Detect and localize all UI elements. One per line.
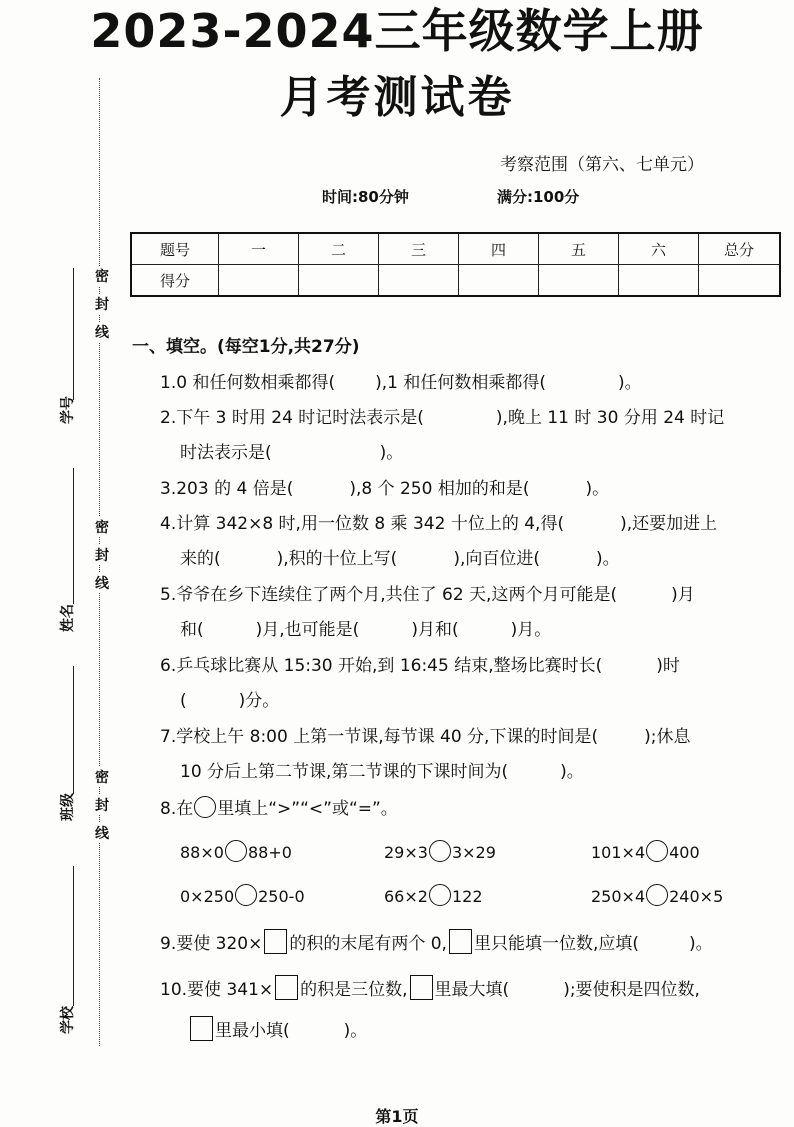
q6-text-d: )分。 <box>238 691 280 711</box>
question-4-line-2 <box>180 544 620 569</box>
title-line-2: 月考测试卷 <box>279 72 515 123</box>
compare-circle[interactable] <box>646 884 668 906</box>
compare-item <box>384 840 496 862</box>
score-cell[interactable] <box>699 265 781 297</box>
score-table <box>130 232 781 297</box>
name-label: 姓名 <box>60 604 76 632</box>
circle-symbol <box>194 796 216 818</box>
q9-text-c: 里只能填一位数,应填( <box>473 934 639 954</box>
q1-text-a: 1.0 和任何数相乘都得( <box>160 373 336 393</box>
compare-item <box>591 840 700 862</box>
binding-char-xian: 线 <box>95 823 109 843</box>
q7-text-a: 7.学校上午 8:00 上第一节课,每节课 40 分,下课的时间是( <box>160 727 599 747</box>
question-9 <box>160 929 713 954</box>
q6-text-b: )时 <box>656 656 680 676</box>
title-line-1: 2023-2024三年级数学上册 <box>90 4 704 58</box>
q7-text-c: 10 分后上第二节课,第二节课的下课时间为( <box>180 762 509 782</box>
compare-left: 101×4 <box>591 843 646 862</box>
question-5-line-2 <box>180 615 551 640</box>
q10-text-c: 里最大填( <box>434 980 510 1000</box>
question-6 <box>160 651 680 676</box>
student-id-field-line[interactable] <box>73 268 74 400</box>
q3-text-c: )。 <box>585 479 610 499</box>
question-2 <box>160 403 724 428</box>
score-table-header: 题号 <box>131 233 219 265</box>
q7-text-b: );休息 <box>644 727 691 747</box>
answer-box[interactable] <box>410 975 433 1000</box>
student-id-label: 学号 <box>60 396 76 424</box>
q4-text-a: 4.计算 342×8 时,用一位数 8 乘 342 十位上的 4,得( <box>160 514 565 534</box>
binding-char-mi: 密 <box>95 266 109 286</box>
compare-circle[interactable] <box>235 884 257 906</box>
compare-right: 122 <box>451 887 483 906</box>
q4-text-f: )。 <box>595 549 620 569</box>
score-table-header-row <box>131 233 780 265</box>
score-table-header: 四 <box>459 233 539 265</box>
question-7 <box>160 722 690 747</box>
q2-text-d: )。 <box>379 443 404 463</box>
score-table-header: 二 <box>299 233 379 265</box>
exam-scope: 考察范围（第六、七单元） <box>500 155 704 175</box>
q8-text-a: 8.在 <box>160 799 194 819</box>
score-cell[interactable] <box>299 265 379 297</box>
compare-right: 400 <box>669 843 700 862</box>
question-8 <box>160 794 398 819</box>
score-table-score-row <box>131 265 780 297</box>
q4-text-d: ),积的十位上写( <box>276 549 398 569</box>
q1-text-b: ),1 和任何数相乘都得( <box>375 373 546 393</box>
class-label: 班级 <box>60 793 76 821</box>
page-number: 第1页 <box>375 1107 419 1126</box>
question-10-line-2 <box>188 1016 367 1041</box>
binding-char-xian: 线 <box>95 573 109 593</box>
school-label: 学校 <box>60 1006 76 1034</box>
question-10 <box>160 975 700 1000</box>
compare-circle[interactable] <box>429 884 451 906</box>
question-6-line-2 <box>180 686 279 711</box>
compare-right: 3×29 <box>451 843 496 862</box>
score-row-label: 得分 <box>131 265 219 297</box>
compare-left: 88×0 <box>180 843 224 862</box>
q5-text-d: )月,也可能是( <box>255 620 360 640</box>
full-score: 满分:100分 <box>497 188 580 206</box>
score-cell[interactable] <box>379 265 459 297</box>
compare-item <box>180 884 305 906</box>
q2-text-a: 2.下午 3 时用 24 时记时法表示是( <box>160 408 424 428</box>
q10-text-e: 里最小填( <box>215 1021 290 1041</box>
q3-text-b: ),8 个 250 相加的和是( <box>349 479 530 499</box>
q5-text-c: 和( <box>180 620 204 640</box>
q5-text-e: )月和( <box>411 620 459 640</box>
score-table-header: 三 <box>379 233 459 265</box>
q5-text-f: )月。 <box>510 620 552 640</box>
score-cell[interactable] <box>619 265 699 297</box>
q6-text-a: 6.乒乓球比赛从 15:30 开始,到 16:45 结束,整场比赛时长( <box>160 656 603 676</box>
question-2-line-2 <box>180 438 403 463</box>
q9-text-a: 9.要使 320× <box>160 934 263 954</box>
compare-left: 250×4 <box>591 887 646 906</box>
q9-text-b: 的积的末尾有两个 0, <box>289 934 447 954</box>
q1-text-c: )。 <box>617 373 642 393</box>
q10-text-d: );要使积是四位数, <box>563 980 700 1000</box>
compare-right: 240×5 <box>669 887 724 906</box>
compare-item <box>180 840 292 862</box>
q2-text-b: ),晚上 11 时 30 分用 24 时记 <box>495 408 725 428</box>
q6-text-c: ( <box>180 691 187 711</box>
q5-text-a: 5.爷爷在乡下连续住了两个月,共住了 62 天,这两个月可能是( <box>160 585 618 605</box>
compare-item <box>591 884 723 906</box>
answer-box[interactable] <box>190 1016 213 1041</box>
score-cell[interactable] <box>459 265 539 297</box>
question-1 <box>160 368 642 393</box>
binding-char-feng: 封 <box>95 795 109 815</box>
score-cell[interactable] <box>539 265 619 297</box>
binding-char-mi: 密 <box>95 767 109 787</box>
q4-text-e: ),向百位进( <box>453 549 540 569</box>
compare-left: 0×250 <box>180 887 235 906</box>
q5-text-b: )月 <box>671 585 695 605</box>
compare-right: 250-0 <box>258 887 305 906</box>
q4-text-b: ),还要加进上 <box>620 514 718 534</box>
compare-left: 29×3 <box>384 843 428 862</box>
class-field-line[interactable] <box>73 666 74 794</box>
compare-circle[interactable] <box>429 840 451 862</box>
question-4 <box>160 509 717 534</box>
q8-text-b: 里填上“>”“<”或“=”。 <box>217 799 398 819</box>
q2-text-c: 时法表示是( <box>180 443 272 463</box>
question-5 <box>160 580 695 605</box>
q10-text-b: 的积是三位数, <box>300 980 408 1000</box>
q7-text-d: )。 <box>560 762 584 782</box>
compare-right: 88+0 <box>247 843 292 862</box>
score-table-header: 一 <box>219 233 299 265</box>
score-table-header: 总分 <box>699 233 781 265</box>
q10-text-f: )。 <box>343 1021 368 1041</box>
compare-item <box>384 884 483 906</box>
score-table-header: 六 <box>619 233 699 265</box>
q9-text-d: )。 <box>689 934 713 954</box>
q3-text-a: 3.203 的 4 倍是( <box>160 479 294 499</box>
compare-circle[interactable] <box>225 840 247 862</box>
question-7-line-2 <box>180 757 584 782</box>
score-cell[interactable] <box>219 265 299 297</box>
binding-char-feng: 封 <box>95 294 109 314</box>
question-3 <box>160 474 609 499</box>
q4-text-c: 来的( <box>180 549 221 569</box>
compare-left: 66×2 <box>384 887 428 906</box>
answer-box[interactable] <box>264 929 287 954</box>
compare-circle[interactable] <box>646 840 668 862</box>
section-1-title: 一、填空。(每空1分,共27分) <box>132 337 360 357</box>
binding-char-feng: 封 <box>95 545 109 565</box>
answer-box[interactable] <box>449 929 472 954</box>
binding-char-mi: 密 <box>95 517 109 537</box>
name-field-line[interactable] <box>73 468 74 604</box>
q10-text-a: 10.要使 341× <box>160 980 274 1000</box>
answer-box[interactable] <box>275 975 298 1000</box>
binding-char-xian: 线 <box>95 322 109 342</box>
exam-time: 时间:80分钟 <box>322 188 409 206</box>
score-table-header: 五 <box>539 233 619 265</box>
school-field-line[interactable] <box>73 866 74 1006</box>
